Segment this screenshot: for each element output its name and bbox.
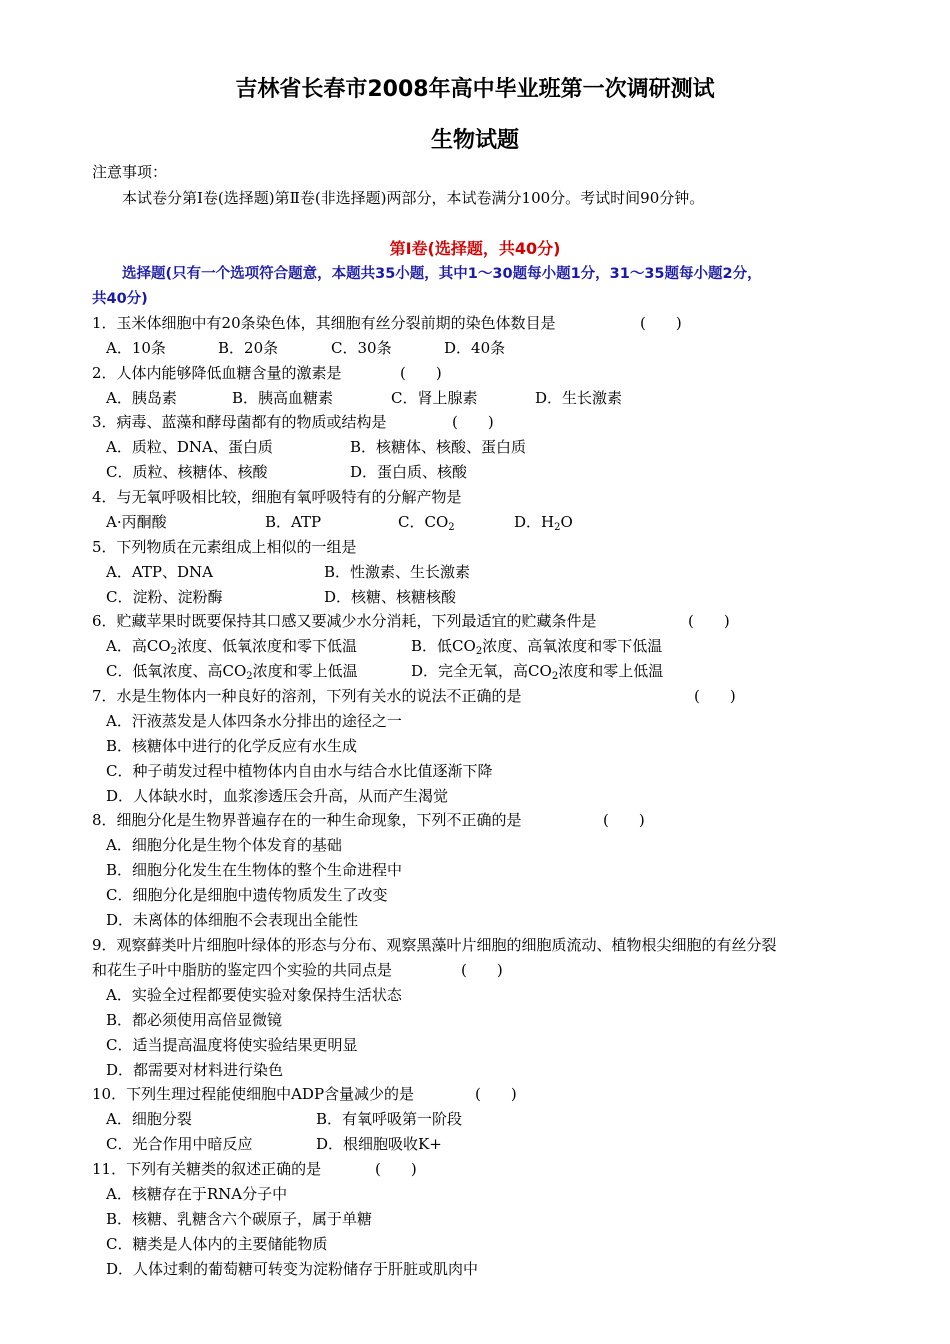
question-7-bracket: ( ) xyxy=(694,687,736,705)
q8-option-d: D．未离体的体细胞不会表现出全能性 xyxy=(106,911,359,929)
q2-option-d: D．生长激素 xyxy=(535,389,623,407)
q6-option-a: A．高$CO_2$浓度、低氧浓度和零下低温 xyxy=(106,637,357,657)
q8-option-a: A．细胞分化是生物个体发育的基础 xyxy=(106,836,342,854)
q7-option-a: A．汗液蒸发是人体四条水分排出的途径之一 xyxy=(106,712,402,730)
q3-option-c: C．质粒、核糖体、核酸 xyxy=(106,463,268,481)
question-3-stem: 3．病毒、蓝藻和酵母菌都有的物质或结构是 xyxy=(92,413,387,431)
q6-option-d: D．完全无氧，高$CO_2$浓度和零上低温 xyxy=(411,662,664,682)
q5-option-c: C．淀粉、淀粉酶 xyxy=(106,588,223,606)
q3-option-a: A．质粒、DNA、蛋白质 xyxy=(106,438,273,456)
section-instruction-1: 选择题(只有一个选项符合题意，本题共35小题，其中1～30题每小题1分，31～35题每小题2分， xyxy=(122,266,762,282)
q9-option-b: B．都必须使用高倍显微镜 xyxy=(106,1011,283,1029)
q7-option-d: D．人体缺水时，血浆渗透压会升高，从而产生渴觉 xyxy=(106,787,449,805)
q6-option-c: C．低氧浓度、高$CO_2$浓度和零上低温 xyxy=(106,662,358,682)
q9-option-d: D．都需要对材料进行染色 xyxy=(106,1061,284,1079)
question-3-bracket: ( ) xyxy=(452,413,494,431)
q1-option-d: D．40条 xyxy=(444,339,506,357)
question-2-bracket: ( ) xyxy=(400,364,442,382)
q9-option-c: C．适当提高温度将使实验结果更明显 xyxy=(106,1036,358,1054)
question-8-stem: 8．细胞分化是生物界普遍存在的一种生命现象，下列不正确的是 xyxy=(92,811,522,829)
q2-option-a: A．胰岛素 xyxy=(106,389,177,407)
q2-option-b: B．胰高血糖素 xyxy=(232,389,334,407)
question-9-stem-1: 9．观察藓类叶片细胞叶绿体的形态与分布、观察黑藻叶片细胞的细胞质流动、植物根尖细胞的有丝分裂 xyxy=(92,936,777,954)
q10-option-c: C．光合作用中暗反应 xyxy=(106,1135,253,1153)
q5-option-b: B．性激素、生长激素 xyxy=(324,563,471,581)
q4-option-c: C．$CO_2$ xyxy=(398,513,455,533)
q5-option-a: A．ATP、DNA xyxy=(106,563,213,581)
exam-title: 吉林省长春市2008年高中毕业班第一次调研测试 xyxy=(235,77,715,102)
q11-option-d: D．人体过剩的葡萄糖可转变为淀粉储存于肝脏或肌肉中 xyxy=(106,1260,479,1278)
q4-option-a: A·丙酮酸 xyxy=(106,513,167,531)
q6-option-b: B．低$CO_2$浓度、高氧浓度和零下低温 xyxy=(411,637,663,657)
q7-option-c: C．种子萌发过程中植物体内自由水与结合水比值逐渐下降 xyxy=(106,762,493,780)
question-10-bracket: ( ) xyxy=(475,1085,517,1103)
notice-text: 本试卷分第Ⅰ卷(选择题)第Ⅱ卷(非选择题)两部分，本试卷满分100分。考试时间90分钟。 xyxy=(122,189,705,207)
question-9-stem-2: 和花生子叶中脂肪的鉴定四个实验的共同点是 xyxy=(92,961,393,979)
q8-option-b: B．细胞分化发生在生物体的整个生命进程中 xyxy=(106,861,403,879)
q10-option-b: B．有氧呼吸第一阶段 xyxy=(316,1110,463,1128)
question-1-bracket: ( ) xyxy=(640,314,682,332)
section-title: 第Ⅰ卷(选择题，共40分) xyxy=(389,239,561,258)
section-instruction-2: 共40分) xyxy=(92,291,148,307)
question-2-stem: 2．人体内能够降低血糖含量的激素是 xyxy=(92,364,342,382)
q2-option-c: C．肾上腺素 xyxy=(391,389,478,407)
q1-option-c: C．30条 xyxy=(331,339,392,357)
q3-option-d: D．蛋白质、核酸 xyxy=(350,463,468,481)
exam-subtitle: 生物试题 xyxy=(430,128,519,153)
q4-option-d: D．$H_2O$ xyxy=(514,513,573,533)
q3-option-b: B．核糖体、核酸、蛋白质 xyxy=(350,438,527,456)
q1-option-b: B．20条 xyxy=(218,339,279,357)
question-1-stem: 1．玉米体细胞中有20条染色体，其细胞有丝分裂前期的染色体数目是 xyxy=(92,314,556,332)
question-6-stem: 6．贮藏苹果时既要保持其口感又要减少水分消耗，下列最适宜的贮藏条件是 xyxy=(92,612,597,630)
q11-option-c: C．糖类是人体内的主要储能物质 xyxy=(106,1235,328,1253)
notice-label: 注意事项： xyxy=(92,163,168,181)
q10-option-d: D．根细胞吸收K+ xyxy=(316,1135,442,1153)
question-11-bracket: ( ) xyxy=(375,1160,417,1178)
q1-option-a: A．10条 xyxy=(106,339,166,357)
q7-option-b: B．核糖体中进行的化学反应有水生成 xyxy=(106,737,358,755)
question-5-stem: 5．下列物质在元素组成上相似的一组是 xyxy=(92,538,357,556)
q4-option-b: B．ATP xyxy=(265,513,322,531)
question-8-bracket: ( ) xyxy=(603,811,645,829)
q10-option-a: A．细胞分裂 xyxy=(106,1110,192,1128)
q11-option-a: A．核糖存在于RNA分子中 xyxy=(106,1185,288,1203)
question-4-stem: 4．与无氧呼吸相比较，细胞有氧呼吸特有的分解产物是 xyxy=(92,488,462,506)
question-10-stem: 10．下列生理过程能使细胞中ADP含量减少的是 xyxy=(92,1085,415,1103)
q9-option-a: A．实验全过程都要使实验对象保持生活状态 xyxy=(106,986,402,1004)
question-9-bracket: ( ) xyxy=(461,961,503,979)
question-7-stem: 7．水是生物体内一种良好的溶剂，下列有关水的说法不正确的是 xyxy=(92,687,522,705)
q5-option-d: D．核糖、核糖核酸 xyxy=(324,588,457,606)
q8-option-c: C．细胞分化是细胞中遗传物质发生了改变 xyxy=(106,886,388,904)
question-6-bracket: ( ) xyxy=(688,612,730,630)
question-11-stem: 11．下列有关糖类的叙述正确的是 xyxy=(92,1160,322,1178)
q11-option-b: B．核糖、乳糖含六个碳原子，属于单糖 xyxy=(106,1210,373,1228)
